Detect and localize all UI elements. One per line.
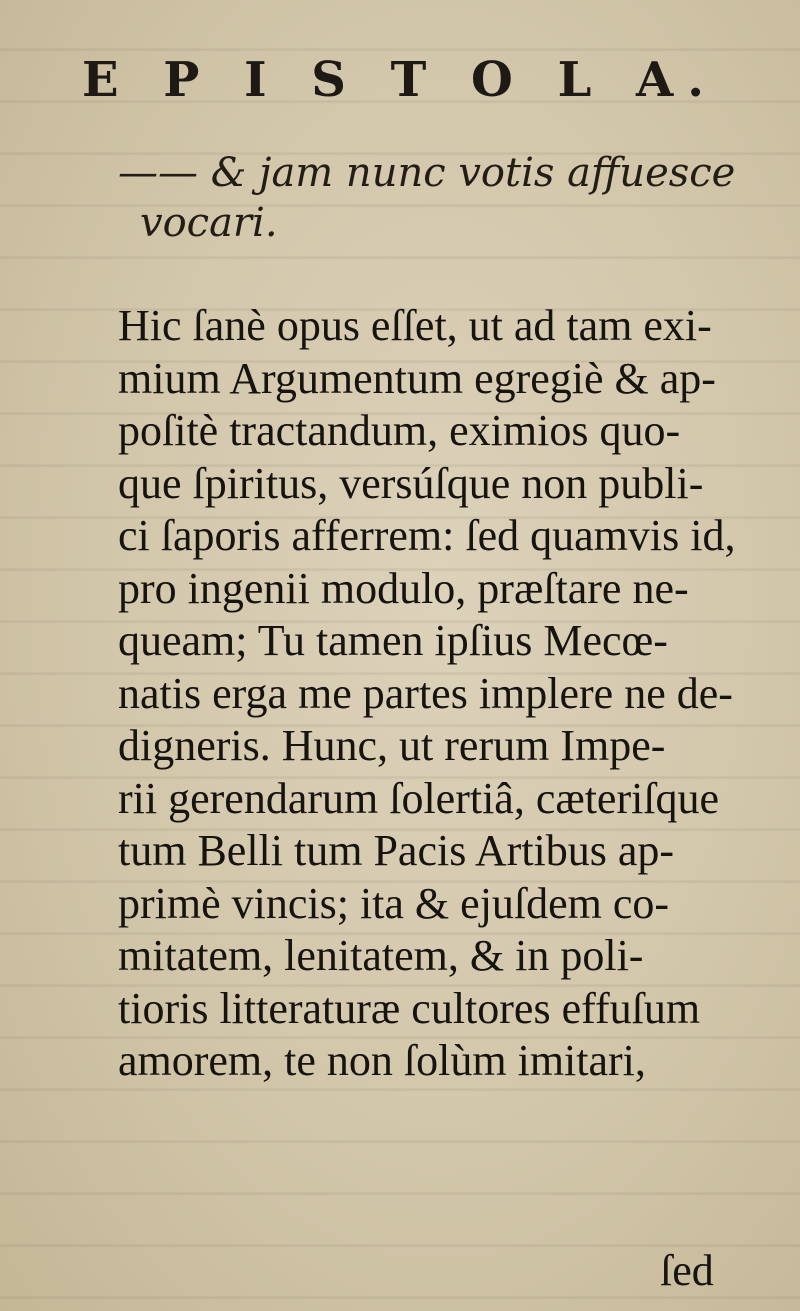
body-line: que ſpiritus, versúſque non publi- [118, 458, 704, 508]
body-line: pro ingenii modulo, præſtare ne- [118, 563, 689, 613]
body-line: primè vincis; ita & ejuſdem co- [118, 878, 670, 928]
body-line: rii gerendarum ſolertiâ, cæteriſque [118, 773, 720, 823]
body-line: ci ſaporis afferrem: ſed quamvis id, [118, 511, 736, 560]
intro-line-2: vocari. [140, 200, 278, 246]
body-line: Hic ſanè opus eſſet, ut ad tam exi- [118, 301, 712, 350]
body-line: queam; Tu tamen ipſius Mecœ- [118, 616, 668, 665]
body-line: natis erga me partes implere ne de- [118, 668, 733, 718]
body-line: mitatem, lenitatem, & in poli- [118, 931, 644, 980]
body-line: mium Argumentum egregiè & ap- [118, 353, 716, 403]
body-line: amorem, te non ſolùm imitari, [118, 1036, 646, 1085]
intro-verse [118, 148, 758, 248]
body-line: tioris litteraturæ cultores effuſum [118, 983, 701, 1033]
body-paragraph [118, 300, 778, 1088]
body-line: poſitè tractandum, eximios quo- [118, 406, 681, 455]
body-line: tum Belli tum Pacis Artibus ap- [118, 826, 675, 875]
catchword: ſed [660, 1246, 714, 1295]
intro-line-1: —— & jam nunc votis affuesce [118, 150, 736, 196]
body-line: digneris. Hunc, ut rerum Impe- [118, 721, 666, 770]
running-title: E P I S T O L A. [81, 52, 718, 108]
